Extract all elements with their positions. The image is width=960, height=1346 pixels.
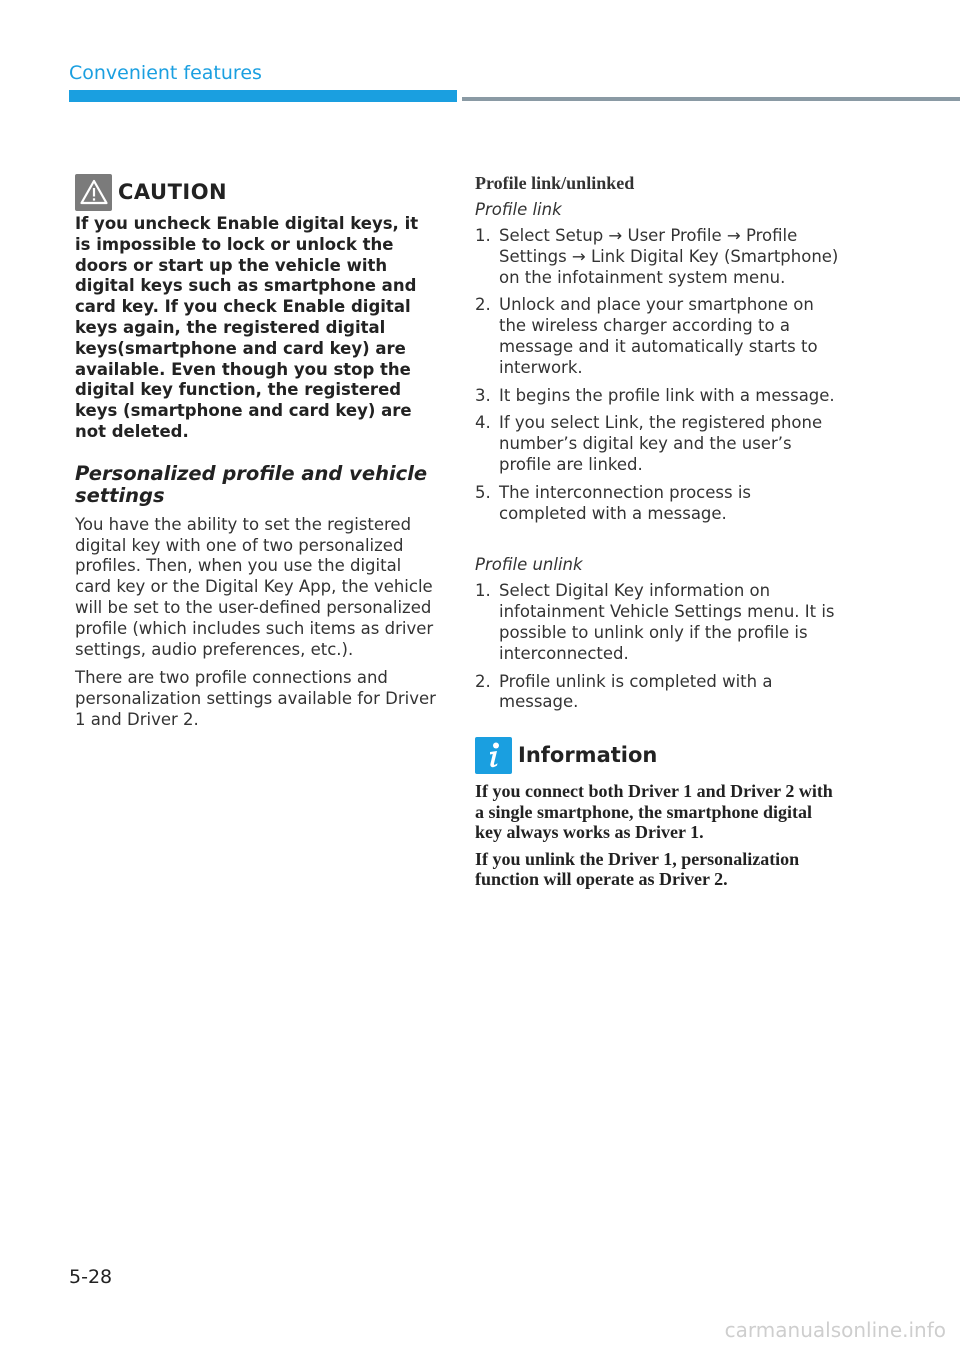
list-item: [475, 413, 840, 475]
step-text: Profile unlink is completed with a message.: [499, 671, 773, 712]
warning-triangle-icon: [75, 174, 112, 211]
step-text: It begins the profile link with a message.: [499, 385, 835, 405]
information-paragraph-1: If you connect both Driver 1 and Driver 2 with a single smartphone, the smartphone digital key always works as Driver 1.: [475, 781, 833, 843]
information-header: [475, 735, 840, 775]
step-number: 5.: [475, 482, 491, 502]
step-number: 2.: [475, 295, 491, 315]
list-item: [475, 672, 840, 714]
information-paragraph-2: If you unlink the Driver 1, personalization function will operate as Driver 2.: [475, 848, 800, 890]
watermark: carmanualsonline.info: [724, 1318, 946, 1342]
header-accent-bar: [69, 90, 457, 102]
left-column: [75, 172, 437, 731]
caution-label: CAUTION: [118, 180, 228, 204]
step-text: Select Setup → User Profile → Profile Settings → Link Digital Key (Smartphone) on the infotainment system menu.: [499, 226, 839, 287]
section-title: Convenient features: [69, 62, 262, 84]
step-text: The interconnection process is completed with a message.: [499, 482, 752, 523]
right-column: [475, 172, 840, 890]
caution-text: If you uncheck Enable digital keys, it is impossible to lock or unlock the doors or start up the vehicle with digital keys such as smartphone and card key. If you check Enable digital keys again, the registered digital keys(smartphone and card key) are available. Even though you stop the digital key function, the registered keys (smartphone and card key) are not deleted.: [75, 214, 419, 441]
profile-heading: Profile link/unlinked: [475, 173, 635, 193]
list-item: [475, 386, 840, 407]
page-number: 5-28: [69, 1266, 113, 1288]
list-item: [475, 483, 840, 525]
list-item: [475, 226, 840, 288]
step-text: Unlock and place your smartphone on the wireless charger according to a message and it automatically starts to interwork.: [499, 295, 818, 377]
profile-unlink-label: Profile unlink: [475, 555, 583, 575]
caution-header: [75, 172, 437, 212]
profile-unlink-steps: [475, 581, 840, 713]
list-item: [475, 295, 840, 378]
step-number: 4.: [475, 413, 491, 433]
list-item: [475, 581, 840, 664]
section-heading: Personalized profile and vehicle settings: [75, 461, 428, 507]
step-number: 1.: [475, 581, 491, 601]
step-number: 1.: [475, 226, 491, 245]
header-rule: [462, 97, 960, 101]
info-icon: [475, 737, 512, 774]
step-text: Select Digital Key information on infotainment Vehicle Settings menu. It is possible to unlink only if the profile is interconnected.: [499, 581, 835, 663]
information-label: Information: [518, 743, 658, 768]
section-paragraph-1: You have the ability to set the registered digital key with one of two personalized profiles. Then, when you use the digital card key or the Digital Key App, the vehicle will be set to the user-defined personalized profile (which includes such items as driver settings, audio preferences, etc.).: [75, 514, 434, 659]
profile-link-steps: [475, 226, 840, 524]
step-number: 3.: [475, 385, 491, 405]
section-paragraph-2: There are two profile connections and personalization settings available for Driver 1 and Driver 2.: [75, 668, 436, 729]
step-text: If you select Link, the registered phone number’s digital key and the user’s profile are linked.: [499, 413, 823, 474]
profile-link-label: Profile link: [475, 200, 562, 219]
step-number: 2.: [475, 671, 491, 691]
